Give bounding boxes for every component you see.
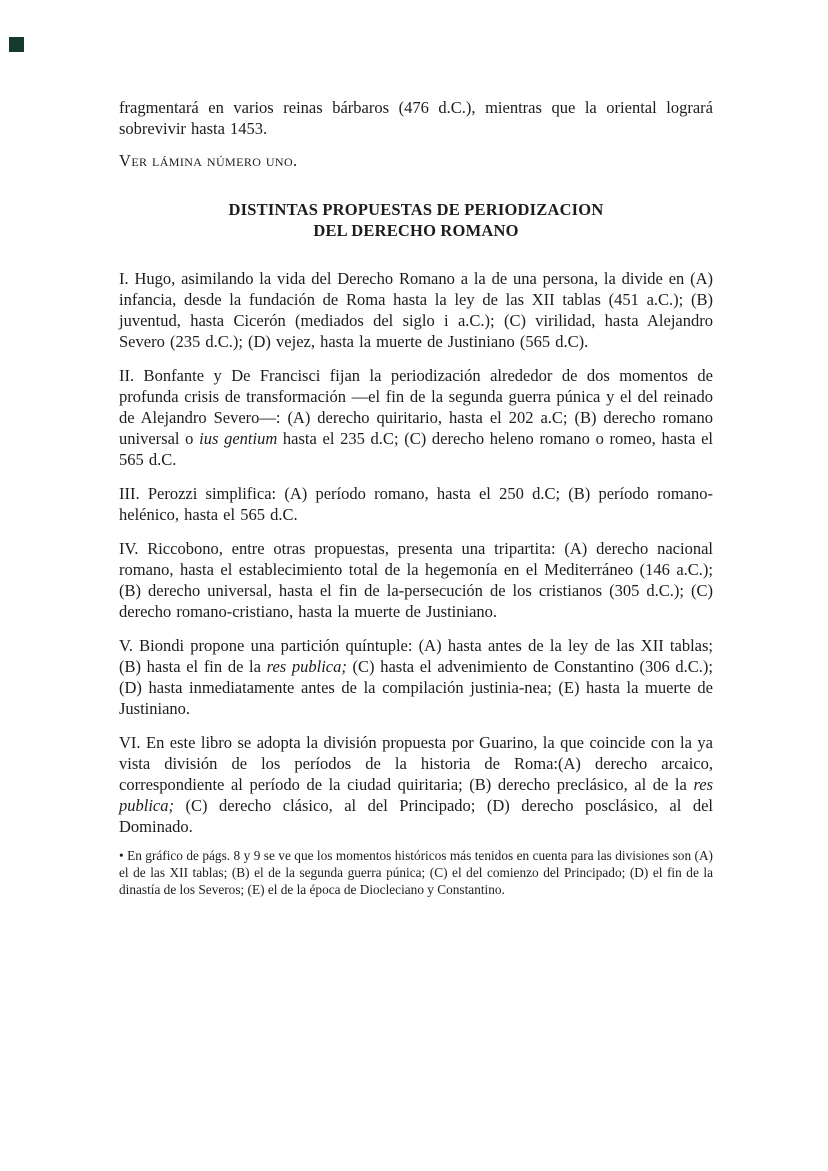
numbered-paragraph-1 xyxy=(119,268,713,352)
text-block xyxy=(119,0,713,898)
section-heading-line1: DISTINTAS PROPUESTAS DE PERIODIZACION xyxy=(228,200,604,219)
numbered-paragraph-6 xyxy=(119,732,713,837)
lamina-note: Ver lámina número uno. xyxy=(119,151,298,170)
corner-marker xyxy=(9,37,24,52)
paragraph-text: I. Hugo, asimilando la vida del Derecho Romano a la de una persona, la divide en (A) infancia, desde la fundación de Roma hasta la ley de las XII tablas (451 a.C.); (B) juventud, hasta Cicerón (mediados del siglo i a.C.); (C) virilidad, hasta Alejandro Severo (235 d.C.); (D) vejez, hasta la muerte de Justiniano (565 d.C). xyxy=(119,269,713,351)
latin-phrase: ius gentium xyxy=(199,429,278,448)
paragraph-text: III. Perozzi simplifica: (A) período romano, hasta el 250 d.C; (B) período romano-helénico, hasta el 565 d.C. xyxy=(119,484,713,524)
latin-phrase: res publica; xyxy=(266,657,347,676)
paragraph-text: hasta el 235 d.C; (C) derecho heleno romano o romeo, hasta el 565 d.C. xyxy=(119,429,713,469)
section-heading xyxy=(119,199,713,241)
paragraph-text: II. Bonfante y De Francisci fijan la periodización alrededor de dos momentos de profunda crisis de transformación —el fin de la segunda guerra púnica y el del reinado de Alejandro Severo—: (A) derecho quiritario, hasta el 202 a.C; (B) derecho romano universal o xyxy=(119,366,713,448)
section-heading-line2: DEL DERECHO ROMANO xyxy=(313,221,519,240)
numbered-paragraph-2 xyxy=(119,365,713,470)
latin-phrase: res publica; xyxy=(119,775,713,815)
numbered-paragraph-5 xyxy=(119,635,713,719)
footnote: • En gráfico de págs. 8 y 9 se ve que los momentos históricos más tenidos en cuenta para las divisiones son (A) el de las XII tablas; (B) el de la segunda guerra púnica; (C) el del comienzo del Principado; (D) el fin de la dinastía de los Severos; (E) el de la época de Diocleciano y Constantino. xyxy=(119,848,713,897)
intro-paragraph: fragmentará en varios reinas bárbaros (476 d.C.), mientras que la oriental logrará sobrevivir hasta 1453. xyxy=(119,98,713,138)
paragraph-text: (C) hasta el advenimiento de Constantino (306 d.C.); (D) hasta inmediatamente antes de la compilación justinia-nea; (E) hasta la muerte de Justiniano. xyxy=(119,657,713,718)
paragraph-text: IV. Riccobono, entre otras propuestas, presenta una tripartita: (A) derecho nacional romano, hasta el establecimiento total de la hegemonía en el Mediterráneo (146 a.C.); (B) derecho universal, hasta el fin de la-persecución de los cristianos (305 d.C.); (C) derecho romano-cristiano, hasta la muerte de Justiniano. xyxy=(119,539,713,621)
paragraph-text: V. Biondi propone una partición quíntuple: (A) hasta antes de la ley de las XII tablas; (B) hasta el fin de la xyxy=(119,636,713,676)
numbered-paragraph-3 xyxy=(119,483,713,525)
numbered-paragraph-4 xyxy=(119,538,713,622)
paragraph-text: (C) derecho clásico, al del Principado; (D) derecho posclásico, al del Dominado. xyxy=(119,796,713,836)
paragraph-text: VI. En este libro se adopta la división propuesta por Guarino, la que coincide con la ya vista división de los períodos de la historia de Roma:(A) derecho arcaico, correspondiente al período de la ciudad quiritaria; (B) derecho preclásico, al de la xyxy=(119,733,713,794)
